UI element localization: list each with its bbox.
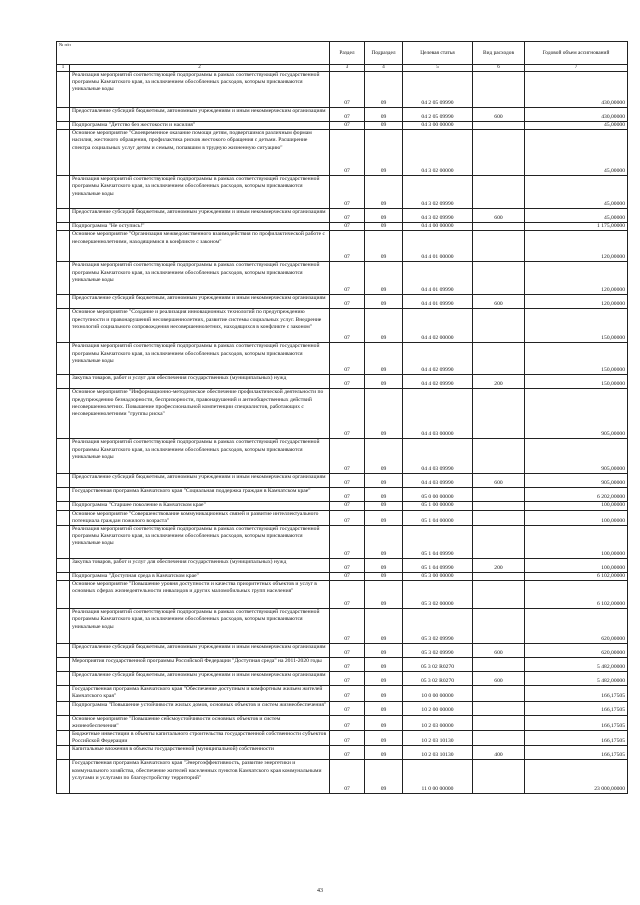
row-name-cell: Основное мероприятие "Своевременное оказание помощи детям, подвергшимся различным формам насилия, жестокого обращения, профилактика рисков жестокого обращения с детьми. Расширение спектра социальных услуг детям и семьям, попавшим в трудную жизненную ситуацию" (70, 130, 330, 176)
row-number-cell (57, 701, 70, 715)
row-section-cell: 07 (330, 295, 365, 309)
row-target-cell: 04 4 01 00000 (403, 231, 473, 262)
row-subsection-cell: 09 (365, 72, 403, 108)
table-row (57, 658, 628, 672)
row-target-cell: 04 3 02 09990 (403, 176, 473, 209)
row-subsection-cell: 09 (365, 262, 403, 295)
budget-table-sheet (56, 41, 627, 794)
row-section-cell: 07 (330, 746, 365, 760)
row-section-cell: 07 (330, 573, 365, 581)
row-expense-cell (473, 573, 525, 581)
row-section-cell: 07 (330, 343, 365, 375)
column-number-7: 7 (525, 65, 628, 72)
row-number-cell (57, 72, 70, 108)
header-section: Раздел (330, 42, 365, 65)
table-row (57, 731, 628, 746)
row-subsection-cell: 09 (365, 375, 403, 389)
row-subsection-cell: 09 (365, 715, 403, 730)
row-expense-cell (473, 609, 525, 644)
table-row (57, 746, 628, 760)
row-amount-cell: 6 202,00000 (525, 488, 628, 502)
row-expense-cell: 600 (473, 295, 525, 309)
row-subsection-cell: 09 (365, 389, 403, 439)
row-number-cell (57, 474, 70, 488)
header-amount: Годовой объем ассигнований (525, 42, 628, 65)
row-name-cell: Предоставление субсидий бюджетным, автономным учреждениям и иным некоммерческим организациям (70, 644, 330, 658)
row-number-cell (57, 731, 70, 746)
row-name-cell: Капитальные вложения в объекты государственной (муниципальной) собственности (70, 746, 330, 760)
row-section-cell: 07 (330, 559, 365, 573)
row-subsection-cell: 09 (365, 658, 403, 672)
page-number: 43 (317, 888, 323, 894)
row-section-cell: 07 (330, 389, 365, 439)
row-subsection-cell: 09 (365, 130, 403, 176)
table-row (57, 389, 628, 439)
row-target-cell: 05 1 04 00000 (403, 510, 473, 525)
row-subsection-cell: 09 (365, 176, 403, 209)
row-amount-cell: 166,17505 (525, 686, 628, 701)
row-section-cell: 07 (330, 760, 365, 794)
table-row (57, 609, 628, 644)
row-subsection-cell: 09 (365, 672, 403, 686)
row-subsection-cell: 09 (365, 231, 403, 262)
table-row (57, 510, 628, 525)
row-expense-cell: 200 (473, 375, 525, 389)
table-row (57, 108, 628, 122)
row-number-cell (57, 609, 70, 644)
row-amount-cell: 166,17505 (525, 731, 628, 746)
row-number-cell (57, 309, 70, 343)
row-number-cell (57, 231, 70, 262)
row-expense-cell (473, 439, 525, 474)
row-number-cell (57, 510, 70, 525)
row-section-cell: 07 (330, 262, 365, 295)
row-section-cell: 07 (330, 526, 365, 559)
row-amount-cell: 150,00000 (525, 309, 628, 343)
row-number-cell (57, 526, 70, 559)
column-number-3: 3 (330, 65, 365, 72)
row-amount-cell: 150,00000 (525, 375, 628, 389)
row-amount-cell: 100,00000 (525, 510, 628, 525)
row-expense-cell (473, 262, 525, 295)
row-amount-cell: 23 000,00000 (525, 760, 628, 794)
column-number-5: 5 (403, 65, 473, 72)
row-name-cell: Предоставление субсидий бюджетным, автономным учреждениям и иным некоммерческим организациям (70, 672, 330, 686)
row-name-cell: Бюджетные инвестиции в объекты капитального строительства государственной собственности субъектов Российской Федерации (70, 731, 330, 746)
row-name-cell: Государственная программа Камчатского края "Обеспечение доступным и комфортным жильем жителей Камчатского края" (70, 686, 330, 701)
row-expense-cell (473, 658, 525, 672)
row-expense-cell (473, 701, 525, 715)
row-target-cell: 04 4 03 09990 (403, 439, 473, 474)
row-name-cell: Реализация мероприятий соответствующей подпрограммы в рамках соответствующей государственной программы Камчатского края, за исключением обособленных расходов, которым присваиваются уникальные коды (70, 343, 330, 375)
row-name-cell: Основное мероприятие "Создание и реализация инновационных технологий по предупреждению преступности и правонарушений несовершеннолетних, развитие системы социальных услуг. Внедрение технологий социального сопровождения несовершеннолетних, находящихся в конфликте с законом" (70, 309, 330, 343)
row-section-cell: 07 (330, 715, 365, 730)
row-subsection-cell: 09 (365, 609, 403, 644)
table-row (57, 581, 628, 609)
header-expense: Вид расходов (473, 42, 525, 65)
row-amount-cell: 166,17505 (525, 746, 628, 760)
table-row (57, 686, 628, 701)
row-target-cell: 04 4 00 00000 (403, 223, 473, 231)
row-amount-cell: 620,00000 (525, 644, 628, 658)
row-subsection-cell: 09 (365, 309, 403, 343)
table-row (57, 72, 628, 108)
row-subsection-cell: 09 (365, 701, 403, 715)
column-number-4: 4 (365, 65, 403, 72)
row-expense-cell: 600 (473, 644, 525, 658)
row-number-cell (57, 672, 70, 686)
row-number-cell (57, 343, 70, 375)
row-subsection-cell: 09 (365, 343, 403, 375)
row-section-cell: 07 (330, 658, 365, 672)
row-target-cell: 10 0 00 00000 (403, 686, 473, 701)
row-subsection-cell: 09 (365, 731, 403, 746)
column-number-1: 1 (57, 65, 70, 72)
row-name-cell: Государственная программа Камчатского края "Социальная поддержка граждан в Камчатском крае" (70, 488, 330, 502)
header-num: № п/п (57, 42, 70, 65)
table-row (57, 309, 628, 343)
row-target-cell: 10 2 03 00000 (403, 715, 473, 730)
row-name-cell: Государственная программа Камчатского края "Энергоэффективность, развитие энергетики и коммунального хозяйства, обеспечение жителей населенных пунктов Камчатского края коммунальными услугами и услугами по благоустройству территорий" (70, 760, 330, 794)
row-subsection-cell: 09 (365, 644, 403, 658)
row-amount-cell: 100,00000 (525, 502, 628, 510)
row-number-cell (57, 176, 70, 209)
table-body (57, 72, 628, 794)
row-amount-cell: 6 102,00000 (525, 581, 628, 609)
row-name-cell: Подпрограмма "Повышение устойчивости жилых домов, основных объектов и систем жизнеобеспечения" (70, 701, 330, 715)
row-subsection-cell: 09 (365, 295, 403, 309)
row-section-cell: 07 (330, 609, 365, 644)
row-amount-cell: 430,00000 (525, 108, 628, 122)
row-amount-cell: 150,00000 (525, 343, 628, 375)
row-number-cell (57, 581, 70, 609)
row-amount-cell: 166,17505 (525, 715, 628, 730)
row-section-cell: 07 (330, 209, 365, 223)
row-target-cell: 04 3 02 09990 (403, 209, 473, 223)
row-number-cell (57, 559, 70, 573)
row-amount-cell: 45,00000 (525, 209, 628, 223)
row-name-cell: Предоставление субсидий бюджетным, автономным учреждениям и иным некоммерческим организациям (70, 108, 330, 122)
row-expense-cell (473, 715, 525, 730)
row-section-cell: 07 (330, 488, 365, 502)
table-row (57, 122, 628, 130)
row-subsection-cell: 09 (365, 573, 403, 581)
row-expense-cell (473, 309, 525, 343)
row-section-cell: 07 (330, 223, 365, 231)
row-amount-cell: 905,00000 (525, 389, 628, 439)
row-section-cell: 07 (330, 375, 365, 389)
row-expense-cell (473, 760, 525, 794)
row-target-cell: 04 2 05 09990 (403, 72, 473, 108)
row-amount-cell: 100,00000 (525, 526, 628, 559)
row-number-cell (57, 686, 70, 701)
row-section-cell: 07 (330, 439, 365, 474)
row-target-cell: 04 4 02 09990 (403, 375, 473, 389)
row-amount-cell: 1 175,00000 (525, 223, 628, 231)
row-section-cell: 07 (330, 701, 365, 715)
row-name-cell: Предоставление субсидий бюджетным, автономным учреждениям и иным некоммерческим организациям (70, 474, 330, 488)
row-section-cell: 07 (330, 510, 365, 525)
column-number-2: 2 (70, 65, 330, 72)
row-target-cell: 05 3 00 00000 (403, 573, 473, 581)
row-name-cell: Подпрограмма "Старшее поколение в Камчатском крае" (70, 502, 330, 510)
row-target-cell: 05 0 00 00000 (403, 488, 473, 502)
row-subsection-cell: 09 (365, 760, 403, 794)
row-amount-cell: 430,00000 (525, 72, 628, 108)
row-number-cell (57, 488, 70, 502)
row-expense-cell (473, 510, 525, 525)
row-section-cell: 07 (330, 231, 365, 262)
row-target-cell: 10 2 00 00000 (403, 701, 473, 715)
row-section-cell: 07 (330, 130, 365, 176)
header-name (70, 42, 330, 65)
table-row (57, 559, 628, 573)
row-name-cell: Реализация мероприятий соответствующей подпрограммы в рамках соответствующей государственной программы Камчатского края, за исключением обособленных расходов, которым присваиваются уникальные коды (70, 526, 330, 559)
row-expense-cell (473, 389, 525, 439)
row-number-cell (57, 122, 70, 130)
row-number-cell (57, 658, 70, 672)
row-number-cell (57, 389, 70, 439)
row-expense-cell: 400 (473, 746, 525, 760)
row-target-cell: 04 4 01 09990 (403, 262, 473, 295)
row-amount-cell: 620,00000 (525, 609, 628, 644)
row-section-cell: 07 (330, 108, 365, 122)
row-name-cell: Реализация мероприятий соответствующей подпрограммы в рамках соответствующей государственной программы Камчатского края, за исключением обособленных расходов, которым присваиваются уникальные коды (70, 439, 330, 474)
row-expense-cell: 600 (473, 474, 525, 488)
header-target: Целевая статья (403, 42, 473, 65)
row-amount-cell: 5 482,00000 (525, 658, 628, 672)
table-row (57, 573, 628, 581)
row-section-cell: 07 (330, 72, 365, 108)
table-row (57, 502, 628, 510)
row-expense-cell (473, 231, 525, 262)
row-name-cell: Реализация мероприятий соответствующей подпрограммы в рамках соответствующей государственной программы Камчатского края, за исключением обособленных расходов, которым присваиваются уникальные коды (70, 176, 330, 209)
row-target-cell: 04 4 01 09990 (403, 295, 473, 309)
column-number-6: 6 (473, 65, 525, 72)
row-section-cell: 07 (330, 474, 365, 488)
row-expense-cell (473, 526, 525, 559)
row-number-cell (57, 760, 70, 794)
row-name-cell: Подпрограмма "Не оступись!" (70, 223, 330, 231)
row-subsection-cell: 09 (365, 559, 403, 573)
row-target-cell: 04 4 02 09990 (403, 343, 473, 375)
row-target-cell: 05 3 02 R0270 (403, 658, 473, 672)
table-row (57, 474, 628, 488)
row-number-cell (57, 573, 70, 581)
table-row (57, 223, 628, 231)
row-number-cell (57, 262, 70, 295)
table-row (57, 644, 628, 658)
row-name-cell: Основное мероприятие "Повышение уровня доступности и качества приоритетных объектов и услуг в основных сферах жизнедеятельности инвалидов и других маломобильных групп населения" (70, 581, 330, 609)
table-row (57, 701, 628, 715)
row-expense-cell (473, 130, 525, 176)
row-expense-cell: 600 (473, 209, 525, 223)
row-target-cell: 05 3 02 R0270 (403, 672, 473, 686)
row-target-cell: 11 0 00 00000 (403, 760, 473, 794)
row-amount-cell: 45,00000 (525, 176, 628, 209)
budget-table (56, 41, 628, 794)
row-expense-cell (473, 686, 525, 701)
row-section-cell: 07 (330, 686, 365, 701)
row-name-cell: Мероприятия государственной программы Российской Федерации "Доступная среда" на 2011-2020 годы (70, 658, 330, 672)
row-name-cell: Закупка товаров, работ и услуг для обеспечения государственных (муниципальных) нужд (70, 375, 330, 389)
row-section-cell: 07 (330, 176, 365, 209)
row-number-cell (57, 108, 70, 122)
row-amount-cell: 6 102,00000 (525, 573, 628, 581)
row-subsection-cell: 09 (365, 488, 403, 502)
table-row (57, 760, 628, 794)
row-expense-cell: 200 (473, 559, 525, 573)
row-expense-cell (473, 581, 525, 609)
row-subsection-cell: 09 (365, 746, 403, 760)
table-row (57, 715, 628, 730)
row-expense-cell (473, 176, 525, 209)
row-target-cell: 10 2 03 10130 (403, 746, 473, 760)
row-name-cell: Предоставление субсидий бюджетным, автономным учреждениям и иным некоммерческим организациям (70, 295, 330, 309)
row-target-cell: 05 1 04 09990 (403, 559, 473, 573)
row-subsection-cell: 09 (365, 223, 403, 231)
row-name-cell: Основное мероприятие "Повышение сейсмоустойчивости основных объектов и систем жизнеобеспечения" (70, 715, 330, 730)
row-name-cell: Основное мероприятие "Организация межведомственного взаимодействия по профилактической работе с несовершеннолетними, находящимися в конфликте с законом" (70, 231, 330, 262)
table-row (57, 375, 628, 389)
table-row (57, 262, 628, 295)
row-target-cell: 05 1 04 09990 (403, 526, 473, 559)
table-row (57, 176, 628, 209)
row-name-cell: Реализация мероприятий соответствующей подпрограммы в рамках соответствующей государственной программы Камчатского края, за исключением обособленных расходов, которым присваиваются уникальные коды (70, 72, 330, 108)
row-target-cell: 04 3 02 00000 (403, 130, 473, 176)
table-row (57, 209, 628, 223)
row-section-cell: 07 (330, 672, 365, 686)
row-amount-cell: 100,00000 (525, 559, 628, 573)
row-number-cell (57, 439, 70, 474)
table-row (57, 295, 628, 309)
row-amount-cell: 120,00000 (525, 262, 628, 295)
row-number-cell (57, 209, 70, 223)
row-amount-cell: 5 482,00000 (525, 672, 628, 686)
row-amount-cell: 120,00000 (525, 231, 628, 262)
table-row (57, 526, 628, 559)
table-header-row (57, 42, 628, 65)
row-expense-cell (473, 72, 525, 108)
row-amount-cell: 120,00000 (525, 295, 628, 309)
row-name-cell: Основное мероприятие "Информационно-методическое обеспечение профилактической деятельности по предупреждению безнадзорности, беспризорности, правонарушений и антиобщественных действий несовершеннолетних. Повышение профессиональной компетенции специалистов, работающих с несовершеннолетними "группы риска" (70, 389, 330, 439)
row-number-cell (57, 223, 70, 231)
row-target-cell: 04 2 05 09990 (403, 108, 473, 122)
row-subsection-cell: 09 (365, 581, 403, 609)
table-row (57, 672, 628, 686)
row-target-cell: 04 4 03 09990 (403, 474, 473, 488)
row-amount-cell: 166,17505 (525, 701, 628, 715)
table-row (57, 343, 628, 375)
row-amount-cell: 45,00000 (525, 130, 628, 176)
row-amount-cell: 45,00000 (525, 122, 628, 130)
row-amount-cell: 905,00000 (525, 439, 628, 474)
row-subsection-cell: 09 (365, 502, 403, 510)
row-subsection-cell: 09 (365, 686, 403, 701)
table-row (57, 231, 628, 262)
row-section-cell: 07 (330, 309, 365, 343)
row-expense-cell: 600 (473, 108, 525, 122)
row-subsection-cell: 09 (365, 209, 403, 223)
row-name-cell: Подпрограмма "Детство без жестокости и насилия" (70, 122, 330, 130)
row-number-cell (57, 715, 70, 730)
row-section-cell: 07 (330, 502, 365, 510)
row-target-cell: 05 1 00 00000 (403, 502, 473, 510)
row-expense-cell (473, 122, 525, 130)
row-section-cell: 07 (330, 122, 365, 130)
row-number-cell (57, 746, 70, 760)
row-number-cell (57, 130, 70, 176)
row-subsection-cell: 09 (365, 474, 403, 488)
row-amount-cell: 905,00000 (525, 474, 628, 488)
row-name-cell: Реализация мероприятий соответствующей подпрограммы в рамках соответствующей государственной программы Камчатского края, за исключением обособленных расходов, которым присваиваются уникальные коды (70, 262, 330, 295)
row-target-cell: 10 2 03 10130 (403, 731, 473, 746)
row-subsection-cell: 09 (365, 526, 403, 559)
row-target-cell: 05 3 02 09990 (403, 609, 473, 644)
row-name-cell: Предоставление субсидий бюджетным, автономным учреждениям и иным некоммерческим организациям (70, 209, 330, 223)
table-row (57, 439, 628, 474)
row-target-cell: 04 4 02 00000 (403, 309, 473, 343)
row-name-cell: Основное мероприятие "Совершенствование коммуникационных связей и развитие интеллектуального потенциала граждан пожилого возраста" (70, 510, 330, 525)
row-subsection-cell: 09 (365, 108, 403, 122)
row-subsection-cell: 09 (365, 510, 403, 525)
row-expense-cell: 600 (473, 672, 525, 686)
row-expense-cell (473, 731, 525, 746)
row-number-cell (57, 502, 70, 510)
row-target-cell: 04 3 00 00000 (403, 122, 473, 130)
table-row (57, 488, 628, 502)
row-expense-cell (473, 488, 525, 502)
row-expense-cell (473, 502, 525, 510)
row-number-cell (57, 375, 70, 389)
row-expense-cell (473, 343, 525, 375)
row-number-cell (57, 295, 70, 309)
row-section-cell: 07 (330, 581, 365, 609)
row-target-cell: 05 3 02 09990 (403, 644, 473, 658)
row-name-cell: Подпрограмма "Доступная среда в Камчатском крае" (70, 573, 330, 581)
row-section-cell: 07 (330, 644, 365, 658)
table-row (57, 130, 628, 176)
row-section-cell: 07 (330, 731, 365, 746)
row-target-cell: 04 4 03 00000 (403, 389, 473, 439)
row-expense-cell (473, 223, 525, 231)
row-name-cell: Закупка товаров, работ и услуг для обеспечения государственных (муниципальных) нужд (70, 559, 330, 573)
column-number-row (57, 65, 628, 72)
row-name-cell: Реализация мероприятий соответствующей подпрограммы в рамках соответствующей государственной программы Камчатского края, за исключением обособленных расходов, которым присваиваются уникальные коды (70, 609, 330, 644)
row-target-cell: 05 3 02 00000 (403, 581, 473, 609)
row-number-cell (57, 644, 70, 658)
row-subsection-cell: 09 (365, 122, 403, 130)
row-subsection-cell: 09 (365, 439, 403, 474)
header-subsection: Подраздел (365, 42, 403, 65)
